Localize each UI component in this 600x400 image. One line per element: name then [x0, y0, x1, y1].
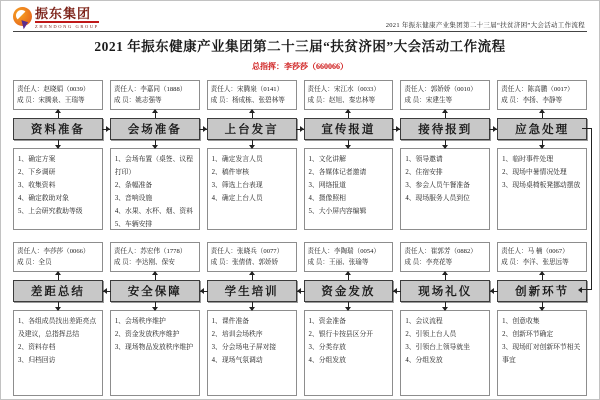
stage-title-box: 差距总结	[13, 280, 103, 302]
members-text: 成 员：宋建生等	[404, 97, 453, 104]
flow-stage-group	[110, 242, 200, 396]
task-item: 4、现场服务人员到位	[405, 195, 470, 202]
task-item: 3、现场桌椅板凳挪动摆放	[502, 182, 581, 189]
commander-line: 总指挥：李莎莎（660066）	[252, 62, 348, 71]
zhendong-logo-icon	[13, 7, 32, 26]
down-arrow-icon	[304, 140, 394, 148]
task-item: 4、现场气氛调动	[211, 357, 263, 364]
leader-text: 责任人：苏宏伟（1778）	[113, 248, 187, 255]
document-header	[13, 6, 587, 32]
up-arrow-icon	[497, 272, 587, 280]
task-list-box	[110, 148, 200, 230]
task-list-box	[110, 310, 200, 396]
task-item: 1、领导邀请	[405, 156, 443, 163]
task-item: 2、资料存档	[18, 344, 56, 351]
stage-title-box: 资料准备	[13, 118, 103, 140]
down-arrow-icon	[400, 302, 490, 310]
task-item: 5、大小屏内容编辑	[308, 208, 367, 215]
task-item: 3、音响设施	[114, 195, 153, 202]
stage-title-box: 应急处理	[497, 118, 587, 140]
leader-text: 责任人：宋江水（0033）	[307, 86, 381, 93]
down-arrow-icon	[110, 302, 200, 310]
task-item: 2、条幅准备	[114, 182, 153, 189]
leader-box	[207, 80, 297, 110]
task-item: 3、归档回访	[18, 357, 56, 364]
task-item: 2、培训会场秩序	[211, 331, 263, 338]
flow-stage-group	[497, 242, 587, 396]
flow-stage-group	[207, 80, 297, 230]
task-item: 1、创意收集	[502, 318, 540, 325]
task-item: 3、分类存放	[308, 344, 346, 351]
down-arrow-icon	[13, 140, 103, 148]
up-arrow-icon	[207, 272, 297, 280]
task-item: 3、参会人员午餐准备	[405, 182, 470, 189]
task-item: 4、确定救助对象	[18, 195, 69, 202]
members-text: 成 员：李扬、李静等	[501, 97, 563, 104]
leader-text: 责任人：郭娇娇（0010）	[404, 86, 477, 93]
leader-text: 责任人：张晓兵（0077）	[210, 248, 284, 255]
header-note: 2021 年振东健康产业集团第二十三届“扶贫济困”大会活动工作流程	[385, 22, 585, 29]
flow-stage-group	[304, 242, 394, 396]
task-list-box	[207, 148, 297, 230]
flow-row-top	[13, 80, 587, 230]
members-text: 成 员：杨成栋、张碧林等	[210, 97, 285, 104]
logo-company-name: 振东集团	[35, 6, 92, 21]
task-list-box	[400, 310, 490, 396]
members-text: 成 员：宋腾泉、王瑞等	[17, 97, 85, 104]
task-item: 5、车辆安排	[114, 221, 153, 228]
up-arrow-icon	[304, 272, 394, 280]
leader-text: 责任人：李陶瑞（0054）	[307, 248, 381, 255]
flow-stage-group	[400, 80, 490, 230]
up-arrow-icon	[13, 272, 103, 280]
task-item: 3、分会场电子屏对接	[211, 344, 277, 351]
task-item: 2、引领上台人员	[405, 331, 457, 338]
down-arrow-icon	[207, 140, 297, 148]
stage-title-box: 会场准备	[110, 118, 200, 140]
down-arrow-icon	[13, 302, 103, 310]
task-list-box	[207, 310, 297, 396]
task-item: 4、分组发放	[308, 357, 346, 364]
stage-title-box: 安全保障	[110, 280, 200, 302]
leader-text: 责任人：李莎莎（0066）	[17, 248, 90, 255]
task-item: 4、摄像照相	[308, 195, 346, 202]
members-text: 成 员：姚志强等	[113, 97, 162, 104]
members-text: 成 员：王丽、张瑜等	[307, 259, 369, 266]
leader-box	[400, 242, 490, 272]
up-arrow-icon	[400, 272, 490, 280]
task-item: 2、银行卡按县区分开	[308, 331, 374, 338]
stage-title-box: 创新环节	[497, 280, 587, 302]
task-list-box	[304, 148, 394, 230]
task-item: 4、确定上台人员	[211, 195, 263, 202]
members-text: 成 员：张倩倩、郭娇娇	[210, 259, 279, 266]
flow-stage-group	[13, 242, 103, 396]
task-item: 3、现场盯对创新环节相关事宜	[502, 344, 581, 364]
flow-stage-group	[497, 80, 587, 230]
task-item: 1、临时事件处理	[502, 156, 554, 163]
task-item: 3、引领台上领导就坐	[405, 344, 470, 351]
stage-title-box: 现场礼仪	[400, 280, 490, 302]
members-text: 成 员：赵旭、秦忠林等	[307, 97, 376, 104]
leader-box	[110, 242, 200, 272]
task-item: 1、各组成员找出差距亮点及建议，总指挥总结	[18, 318, 97, 338]
up-arrow-icon	[13, 110, 103, 118]
flow-row-bottom	[13, 242, 587, 396]
task-list-box	[497, 148, 587, 230]
flowchart	[13, 80, 587, 396]
task-list-box	[13, 310, 103, 396]
flow-stage-group	[400, 242, 490, 396]
leader-text: 责任人：赵晓娟（0039）	[17, 86, 90, 93]
flow-stage-group	[207, 242, 297, 396]
up-arrow-icon	[207, 110, 297, 118]
leader-box	[497, 242, 587, 272]
task-item: 3、现场物品发放秩序维护	[114, 344, 193, 351]
task-item: 4、分组发放	[405, 357, 443, 364]
task-item: 2、资金发放秩序维护	[114, 331, 180, 338]
return-connector-line	[582, 128, 592, 290]
flow-stage-group	[304, 80, 394, 230]
down-arrow-icon	[110, 140, 200, 148]
leader-box	[400, 80, 490, 110]
flow-stage-group	[13, 80, 103, 230]
logo-subtitle: ZHENDONG GROUP	[35, 24, 99, 29]
members-text: 成 员：李洋、张思远等	[501, 259, 569, 266]
task-item: 4、水果、水杯、烟、资料	[114, 208, 193, 215]
leader-text: 责任人：陈高鹏（0017）	[501, 86, 574, 93]
leader-text: 责任人：崔郭芳（0882）	[404, 248, 477, 255]
task-item: 2、现场中暑情况处理	[502, 169, 567, 176]
stage-title-box: 宣传报道	[304, 118, 394, 140]
task-item: 2、各媒体记者邀请	[308, 169, 367, 176]
up-arrow-icon	[110, 110, 200, 118]
stage-title-box: 接待报到	[400, 118, 490, 140]
task-item: 1、会场布置（桌签、议程打印）	[114, 156, 193, 176]
task-item: 3、收集资料	[18, 182, 56, 189]
up-arrow-icon	[400, 110, 490, 118]
task-item: 1、确定方案	[18, 156, 56, 163]
flow-stage-group	[110, 80, 200, 230]
leader-box	[13, 242, 103, 272]
up-arrow-icon	[304, 110, 394, 118]
stage-title-box: 资金发放	[304, 280, 394, 302]
down-arrow-icon	[400, 140, 490, 148]
stage-title-box: 学生培训	[207, 280, 297, 302]
task-item: 3、网络报道	[308, 182, 346, 189]
task-item: 1、文化讲解	[308, 156, 346, 163]
logo-underline	[35, 21, 99, 23]
up-arrow-icon	[110, 272, 200, 280]
up-arrow-icon	[497, 110, 587, 118]
leader-box	[304, 242, 394, 272]
task-item: 1、课件准备	[211, 318, 250, 325]
task-item: 2、住宿安排	[405, 169, 443, 176]
task-item: 1、确定发言人员	[211, 156, 263, 163]
members-text: 成 员：全员	[17, 259, 52, 266]
task-list-box	[497, 310, 587, 396]
task-list-box	[13, 148, 103, 230]
task-list-box	[304, 310, 394, 396]
task-item: 2、创新环节确定	[502, 331, 554, 338]
leader-text: 责任人：宋腾泉（0141）	[210, 86, 284, 93]
task-item: 1、资金准备	[308, 318, 346, 325]
leader-box	[207, 242, 297, 272]
task-item: 3、筛选上台表现	[211, 182, 263, 189]
leader-box	[304, 80, 394, 110]
company-logo	[13, 7, 99, 29]
leader-text: 责任人：李嘉同（1888）	[113, 86, 187, 93]
task-item: 2、稿件审核	[211, 169, 250, 176]
leader-text: 责任人：马 楠（0067）	[501, 248, 569, 255]
down-arrow-icon	[207, 302, 297, 310]
task-item: 2、下乡调研	[18, 169, 56, 176]
stage-title-box: 上台发言	[207, 118, 297, 140]
members-text: 成 员：李亮花等	[404, 259, 453, 266]
down-arrow-icon	[304, 302, 394, 310]
members-text: 成 员：李达刚、保安	[113, 259, 175, 266]
leader-box	[13, 80, 103, 110]
task-list-box	[400, 148, 490, 230]
down-arrow-icon	[497, 302, 587, 310]
task-item: 1、会议流程	[405, 318, 443, 325]
down-arrow-icon	[497, 140, 587, 148]
task-item: 1、会场秩序维护	[114, 318, 166, 325]
leader-box	[110, 80, 200, 110]
page-title: 2021 年振东健康产业集团第二十三届“扶贫济困”大会活动工作流程	[94, 39, 506, 54]
task-item: 5、上会研究救助等级	[18, 208, 83, 215]
leader-box	[497, 80, 587, 110]
